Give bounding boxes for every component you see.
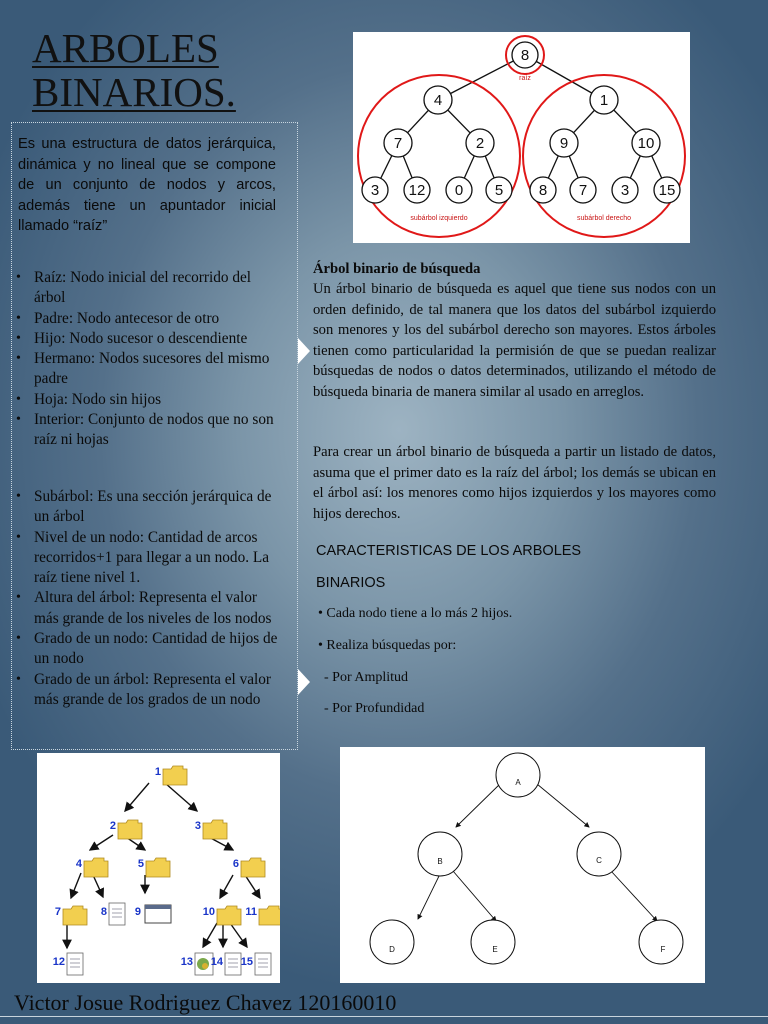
folder-icon bbox=[155, 766, 187, 785]
folder-tree-label: 12 bbox=[52, 956, 65, 968]
folder-tree-label: 10 bbox=[202, 906, 215, 918]
definition-leaf: • Hoja: Nodo sin hijos bbox=[14, 390, 282, 410]
folder-icon bbox=[233, 858, 265, 877]
tree-leaf: 3 bbox=[370, 182, 380, 199]
author-footer: Victor Josue Rodriguez Chavez 120160010 bbox=[14, 990, 397, 1015]
tree-edge bbox=[230, 923, 247, 947]
definition-tree-height: • Altura del árbol: Representa el valor más grande de los niveles de los nodos bbox=[14, 588, 282, 629]
definition-parent: • Padre: Nodo antecesor de otro bbox=[14, 309, 282, 329]
tree-node: 2 bbox=[475, 135, 485, 152]
characteristic-item: • Realiza búsquedas por: bbox=[318, 638, 457, 653]
arrow-right-icon bbox=[298, 669, 310, 695]
folder-tree-label: 11 bbox=[245, 906, 257, 918]
folder-tree-label: 15 bbox=[240, 956, 253, 968]
tree-node: 7 bbox=[393, 135, 403, 152]
intro-paragraph: Es una estructura de datos jerárquica, dinámica y no lineal que se compone de un conjunto de nodos y arcos, además tiene un apuntador inicial llamado “raíz” bbox=[18, 136, 276, 234]
tree-edge bbox=[165, 783, 197, 811]
characteristics-heading: CARACTERISTICAS DE LOS ARBOLES bbox=[316, 543, 582, 559]
tree-example-diagram bbox=[353, 32, 690, 243]
definitions-list-1 bbox=[14, 268, 282, 451]
folder-tree-diagram bbox=[37, 753, 280, 983]
tree-edge bbox=[125, 783, 149, 811]
tree-edge bbox=[203, 923, 217, 947]
characteristic-item: - Por Amplitud bbox=[324, 670, 409, 685]
definition-interior: • Interior: Conjunto de nodos que no son raíz ni hojas bbox=[14, 410, 282, 451]
left-subtree-label: subárbol izquierdo bbox=[410, 215, 468, 222]
tree-leaf: 8 bbox=[538, 182, 548, 199]
folder-tree-label: 4 bbox=[75, 858, 82, 870]
document-icon bbox=[101, 903, 125, 925]
tree-edge bbox=[245, 875, 260, 898]
tree-leaf: 7 bbox=[578, 182, 588, 199]
tree-node: 9 bbox=[559, 135, 569, 152]
arrow-right-icon bbox=[298, 338, 310, 364]
folder-icon bbox=[195, 820, 227, 839]
tree-node: B bbox=[437, 857, 443, 866]
definition-node-level: • Nivel de un nodo: Cantidad de arcos recorridos+1 para llegar a un nodo. La raíz tiene nivel 1. bbox=[14, 528, 282, 589]
definition-subtree: • Subárbol: Es una sección jerárquica de un árbol bbox=[14, 487, 282, 528]
tree-node: E bbox=[492, 945, 498, 954]
folder-icon bbox=[203, 906, 241, 925]
tree-edge bbox=[220, 875, 233, 898]
tree-edge bbox=[90, 835, 113, 850]
folder-tree-label: 7 bbox=[54, 906, 61, 918]
folder-tree-label: 3 bbox=[194, 820, 201, 832]
folder-tree-label: 2 bbox=[109, 820, 116, 832]
folder-tree-label: 1 bbox=[154, 766, 161, 778]
definition-tree-degree: • Grado de un árbol: Representa el valor más grande de los grados de un nodo bbox=[14, 670, 282, 711]
folder-icon bbox=[245, 906, 280, 925]
tree-edge bbox=[93, 875, 103, 897]
right-subtree-label: subárbol derecho bbox=[576, 215, 632, 222]
bst-paragraph-1: Un árbol binario de búsqueda es aquel que tiene sus nodos con un orden definido, de tal manera que los datos del subárbol izquierdo son menores y los del subárbol derecho son mayores. Estos árboles tienen como particularidad la permisión de que se puedan realizar búsquedas de nodos o datos determinados, utilizando el método de búsqueda binaria de manera similar al usado en arreglos. bbox=[313, 281, 716, 400]
tree-node: 8 bbox=[520, 47, 530, 64]
folder-tree-label: 5 bbox=[137, 858, 144, 870]
application-icon bbox=[181, 953, 213, 975]
definition-sibling: • Hermano: Nodos sucesores del mismo padre bbox=[14, 349, 282, 390]
folder-icon bbox=[138, 858, 170, 877]
tree-node: C bbox=[596, 856, 602, 865]
definition-root: • Raíz: Nodo inicial del recorrido del árbol bbox=[14, 268, 282, 309]
folder-tree-label: 6 bbox=[232, 858, 239, 870]
definition-child: • Hijo: Nodo sucesor o descendiente bbox=[14, 329, 282, 349]
document-icon bbox=[211, 953, 241, 975]
document-icon bbox=[53, 953, 83, 975]
tree-node: D bbox=[389, 945, 395, 954]
tree-node: 1 bbox=[599, 92, 609, 109]
characteristic-item: • Cada nodo tiene a lo más 2 hijos. bbox=[318, 606, 513, 621]
document-icon bbox=[241, 953, 271, 975]
window-icon bbox=[135, 905, 171, 923]
bst-paragraph-2: Para crear un árbol binario de búsqueda a partir un listado de datos, asuma que el primer dato es la raíz del árbol; los demás se ubican en el árbol así: los menores como hijos izquierdos y los mayores como hijos derechos. bbox=[313, 444, 716, 522]
tree-leaf: 0 bbox=[454, 182, 464, 199]
tree-leaf: 12 bbox=[408, 182, 426, 199]
tree-leaf: 5 bbox=[494, 182, 504, 199]
definitions-list-2 bbox=[14, 487, 282, 710]
folder-tree-figure bbox=[37, 753, 280, 983]
folder-icon bbox=[55, 906, 87, 925]
tree-example-figure bbox=[353, 32, 690, 243]
tree-node: 10 bbox=[637, 135, 655, 152]
definition-node-degree: • Grado de un nodo: Cantidad de hijos de un nodo bbox=[14, 629, 282, 670]
tree-node: 4 bbox=[433, 92, 443, 109]
tree-leaf: 3 bbox=[620, 182, 630, 199]
root-label: raíz bbox=[519, 75, 531, 82]
tree-edge bbox=[71, 873, 81, 898]
characteristic-item: - Por Profundidad bbox=[324, 701, 425, 716]
tree-leaf: 15 bbox=[658, 182, 676, 199]
tree-node: F bbox=[660, 945, 666, 954]
page-title: ARBOLES BINARIOS. bbox=[32, 25, 236, 115]
folder-tree-label: 13 bbox=[180, 956, 193, 968]
bst-heading: Árbol binario de búsqueda bbox=[313, 261, 481, 277]
tree-node: A bbox=[515, 778, 521, 787]
folder-tree-label: 8 bbox=[100, 906, 107, 918]
letter-tree-figure bbox=[340, 747, 705, 983]
folder-tree-label: 14 bbox=[210, 956, 223, 968]
folder-tree-label: 9 bbox=[134, 906, 141, 918]
folder-icon bbox=[110, 820, 142, 839]
letter-tree-diagram bbox=[340, 747, 705, 983]
divider bbox=[0, 1016, 768, 1017]
characteristics-heading-cont: BINARIOS bbox=[316, 575, 386, 591]
